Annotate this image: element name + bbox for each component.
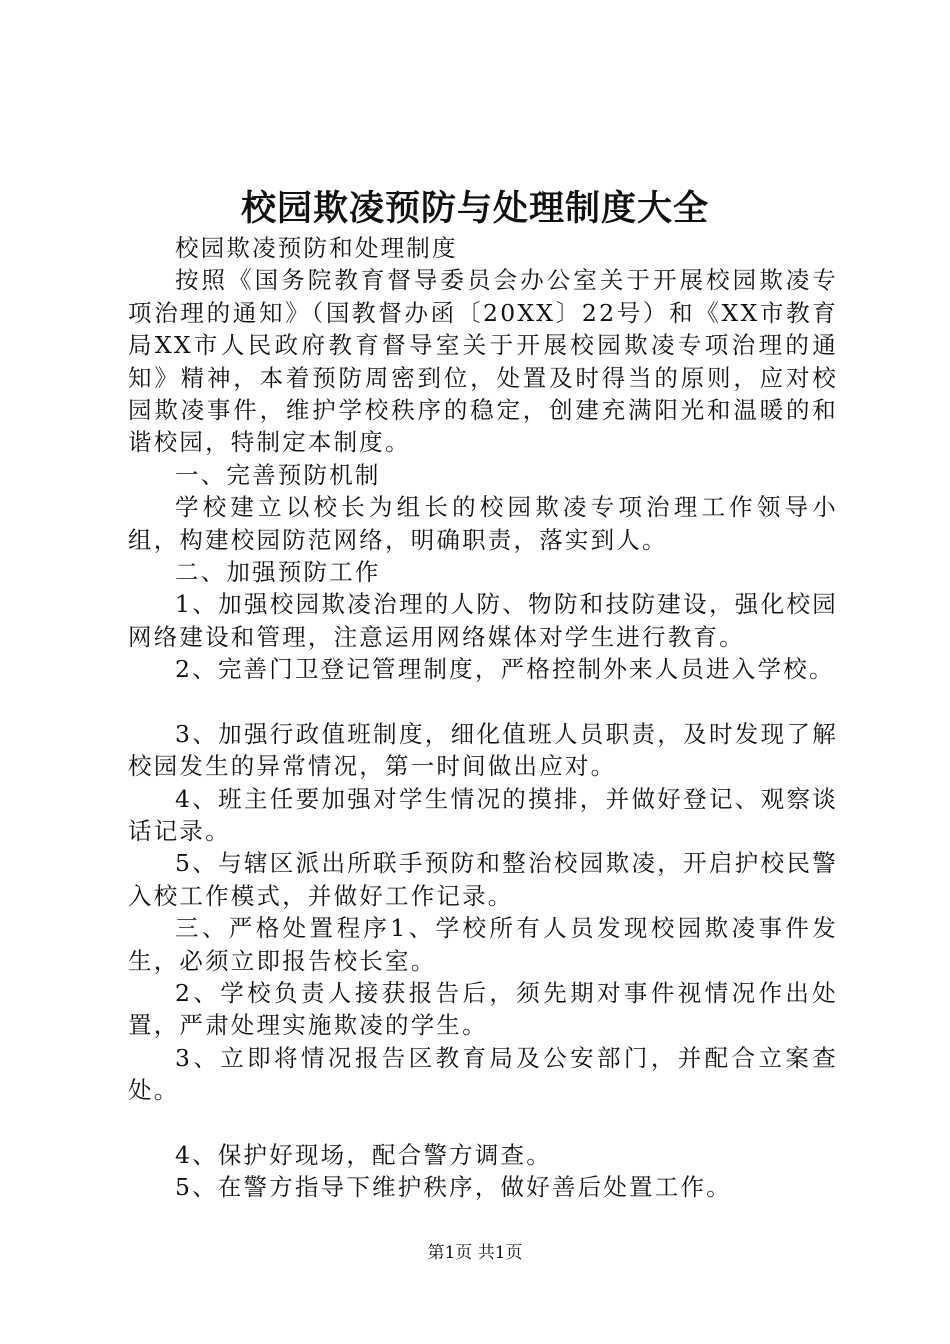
document-title: 校园欺凌预防与处理制度大全 [240, 188, 709, 229]
list-item: 4、保护好现场，配合警方调查。 [175, 1140, 552, 1169]
list-item: 3、立即将情况报告区教育局及公安部门，并配合立案查处。 [128, 1043, 838, 1105]
list-item: 3、加强行政值班制度，细化值班人员职责，及时发现了解校园发生的异常情况，第一时间做出应对。 [128, 719, 838, 781]
list-item: 1、加强校园欺凌治理的人防、物防和技防建设，强化校园网络建设和管理，注意运用网络媒体对学生进行教育。 [128, 590, 838, 651]
section-heading-2: 二、加强预防工作 [175, 558, 381, 587]
list-item: 5、与辖区派出所联手预防和整治校园欺凌，开启护校民警入校工作模式，并做好工作记录。 [128, 849, 838, 910]
list-item: 2、完善门卫登记管理制度，严格控制外来人员进入学校。 [175, 655, 835, 684]
list-item: 2、学校负责人接获报告后，须先期对事件视情况作出处置，严肃处理实施欺凌的学生。 [128, 978, 838, 1040]
section-heading-3: 三、严格处置程序1、学校所有人员发现校园欺凌事件发生，必须立即报告校长室。 [128, 914, 838, 975]
section-subtitle: 校园欺凌预防和处理制度 [175, 234, 458, 262]
paragraph: 学校建立以校长为组长的校园欺凌专项治理工作领导小组，构建校园防范网络，明确职责，落实到人。 [128, 493, 838, 554]
list-item: 5、在警方指导下维护秩序，做好善后处置工作。 [175, 1172, 732, 1201]
list-item: 4、班主任要加强对学生情况的摸排，并做好登记、观察谈话记录。 [128, 784, 838, 845]
section-heading-1: 一、完善预防机制 [175, 460, 381, 489]
document-body [128, 232, 838, 1203]
page-number-footer: 第1页 共1页 [427, 1243, 523, 1263]
intro-paragraph: 按照《国务院教育督导委员会办公室关于开展校园欺凌专项治理的通知》（国教督办函〔20XX〕22号）和《XX市教育局XX市人民政府教育督导室关于开展校园欺凌专项治理的通知》精神，本着预防周密到位，处置及时得当的原则，应对校园欺凌事件，维护学校秩序的稳定，创建充满阳光和温暖的和谐校园，特制定本制度。 [128, 266, 838, 457]
